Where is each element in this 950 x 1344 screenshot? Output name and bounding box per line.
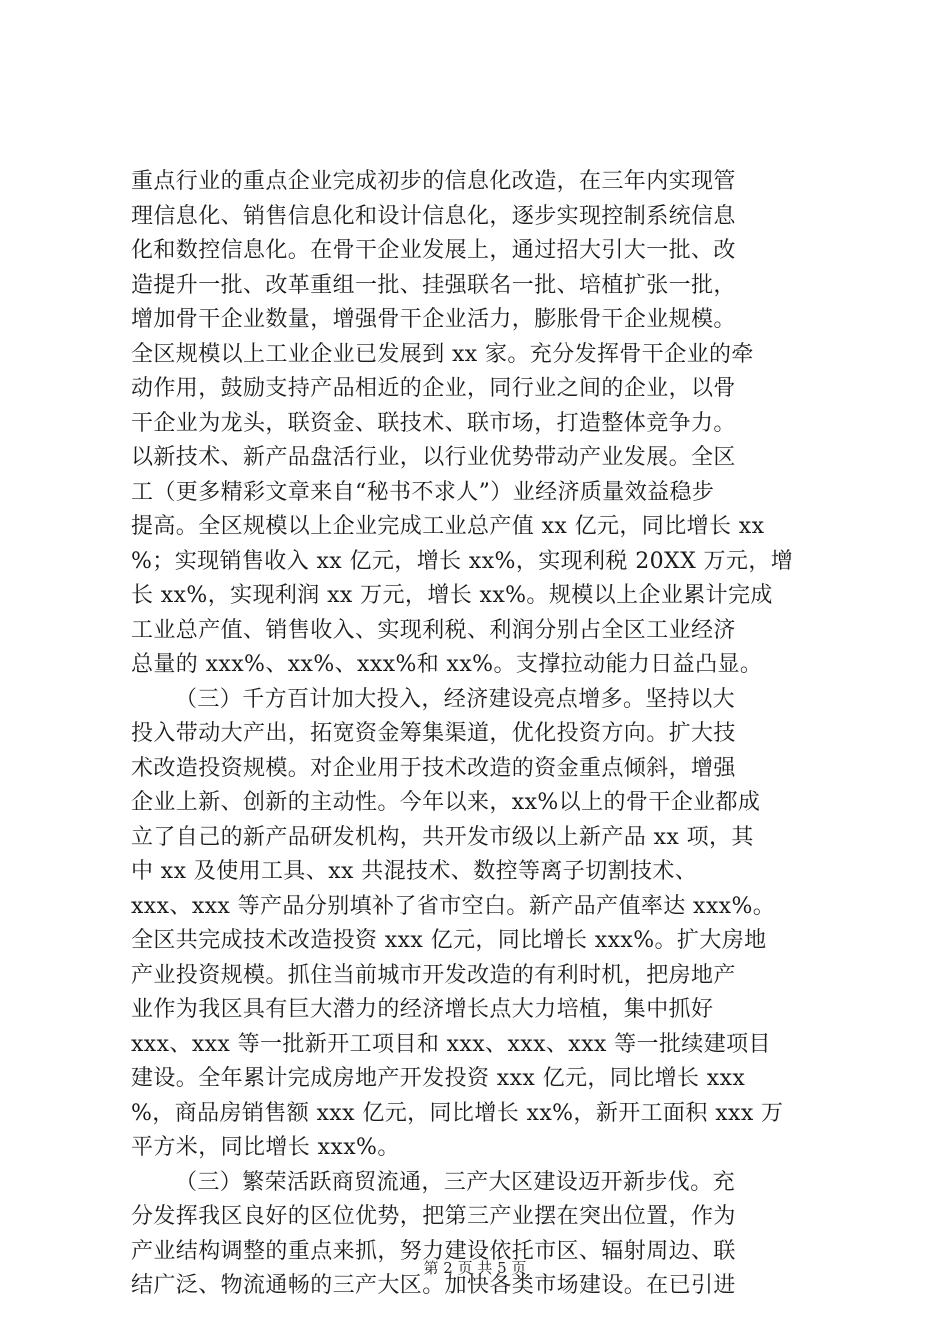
text-line: 分发挥我区良好的区位优势，把第三产业摆在突出位置，作为 [131,1204,736,1229]
text-line: xxx、xxx 等产品分别填补了省市空白。新产品产值率达 xxx%。 [131,893,776,919]
text-line: 产业投资规模。抓住当前城市开发改造的有利时机，把房地产 [131,962,736,988]
text-line: 中 xx 及使用工具、xx 共混技术、数控等离子切割技术、 [131,859,698,884]
text-line: 结广泛、物流通畅的三产大区。加快各类市场建设。在已引进 [131,1273,736,1298]
text-line: 全区规模以上工业企业已发展到 xx 家。充分发挥骨干企业的牵 [131,341,754,367]
text-line: 重点行业的重点企业完成初步的信息化改造，在三年内实现管 [131,169,736,194]
text-line: 工（更多精彩文章来自“秘书不求人”）业经济质量效益稳步 [131,479,715,505]
text-line: xxx、xxx 等一批新开工项目和 xxx、xxx、xxx 等一批续建项目 [131,1031,771,1057]
text-line: %；实现销售收入 xx 亿元，增长 xx%，实现利税 20XX 万元，增 [131,548,794,574]
text-line: 理信息化、销售信息化和设计信息化，逐步实现控制系统信息 [131,203,736,229]
text-line: 干企业为龙头，联资金、联技术、联市场，打造整体竞争力。 [131,410,736,436]
text-line: 企业上新、创新的主动性。今年以来，xx%以上的骨干企业都成 [131,790,761,815]
text-line: 术改造投资规模。对企业用于技术改造的资金重点倾斜，增强 [131,755,736,781]
text-line: 提高。全区规模以上企业完成工业总产值 xx 亿元，同比增长 xx [131,514,765,539]
text-line: 造提升一批、改革重组一批、挂强联名一批、培植扩张一批， [131,272,736,298]
text-line: 总量的 xxx%、xx%、xxx%和 xx%。支撑拉动能力日益凸显。 [131,652,763,677]
body-text [131,165,821,1304]
page-footer: 第 2 页 共 5 页 [423,1259,527,1277]
text-line: （三）千方百计加大投入，经济建设亮点增多。坚持以大 [175,686,736,712]
text-line: 长 xx%，实现利润 xx 万元，增长 xx%。规模以上企业累计完成 [131,583,773,608]
text-line: 化和数控信息化。在骨干企业发展上，通过招大引大一批、改 [131,238,736,263]
text-line: 以新技术、新产品盘活行业，以行业优势带动产业发展。全区 [131,445,736,470]
text-line: 增加骨干企业数量，增强骨干企业活力，膨胀骨干企业规模。 [131,307,736,332]
text-line: %，商品房销售额 xxx 亿元，同比增长 xx%，新开工面积 xxx 万 [131,1100,784,1126]
text-line: 投入带动大产出，拓宽资金筹集渠道，优化投资方向。扩大技 [131,721,736,746]
text-line: 全区共完成技术改造投资 xxx 亿元，同比增长 xxx%。扩大房地 [131,928,767,953]
text-line: 产业结构调整的重点来抓，努力建设依托市区、辐射周边、联 [131,1238,736,1264]
text-line: 工业总产值、销售收入、实现利税、利润分别占全区工业经济 [131,617,736,643]
text-line: 建设。全年累计完成房地产开发投资 xxx 亿元，同比增长 xxx [131,1066,746,1091]
text-line: 动作用，鼓励支持产品相近的企业，同行业之间的企业，以骨 [131,376,736,401]
text-line: 平方米，同比增长 xxx%。 [131,1135,400,1160]
text-line: 立了自己的新产品研发机构，共开发市级以上新产品 xx 项，其 [131,824,754,850]
text-line: 业作为我区具有巨大潜力的经济增长点大力培植，集中抓好 [131,997,714,1022]
text-line: （三）繁荣活跃商贸流通，三产大区建设迈开新步伐。充 [175,1169,736,1195]
